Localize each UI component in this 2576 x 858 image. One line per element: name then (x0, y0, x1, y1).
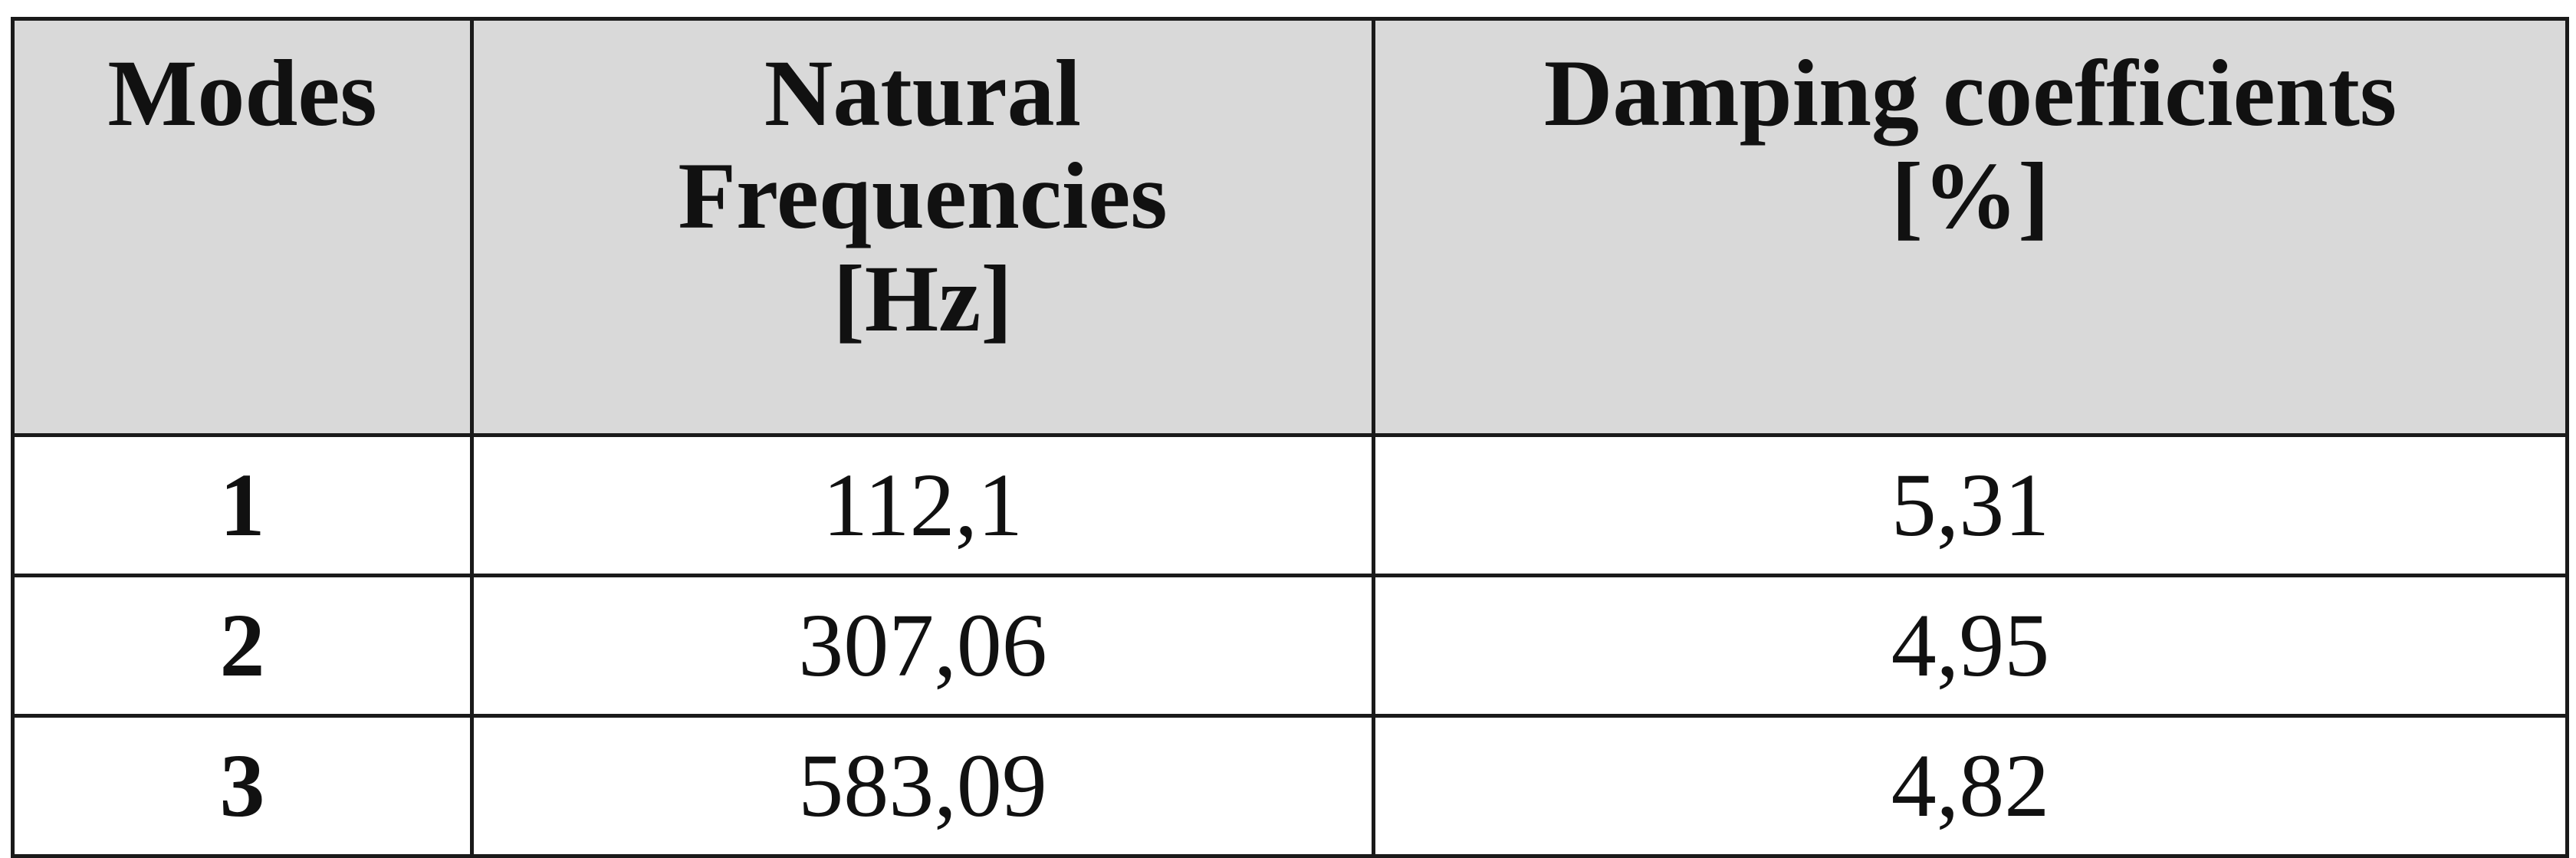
header-natural-frequencies-line-1: Natural (764, 41, 1082, 146)
table-body (13, 436, 2568, 856)
damping-cell: 4,95 (1374, 576, 2568, 716)
frequency-cell: 112,1 (472, 436, 1374, 576)
frequency-cell: 307,06 (472, 576, 1374, 716)
modal-parameters-table-container (11, 17, 2565, 837)
header-natural-frequencies-line-2: Frequencies (678, 143, 1168, 248)
frequency-cell: 583,09 (472, 716, 1374, 856)
header-damping-coefficients-line-2: [%] (1891, 143, 2050, 248)
table-row (13, 576, 2568, 716)
modal-parameters-table (11, 17, 2569, 858)
header-natural-frequencies (472, 19, 1374, 436)
header-damping-coefficients (1374, 19, 2568, 436)
damping-cell: 4,82 (1374, 716, 2568, 856)
header-damping-coefficients-line-1: Damping coefficients (1543, 41, 2397, 146)
header-row (13, 19, 2568, 436)
table-row (13, 436, 2568, 576)
mode-cell: 2 (13, 576, 472, 716)
header-modes-line-1: Modes (107, 41, 377, 146)
table-row (13, 716, 2568, 856)
mode-cell: 3 (13, 716, 472, 856)
damping-cell: 5,31 (1374, 436, 2568, 576)
table-header (13, 19, 2568, 436)
header-natural-frequencies-line-3: [Hz] (833, 245, 1013, 351)
header-modes (13, 19, 472, 436)
mode-cell: 1 (13, 436, 472, 576)
